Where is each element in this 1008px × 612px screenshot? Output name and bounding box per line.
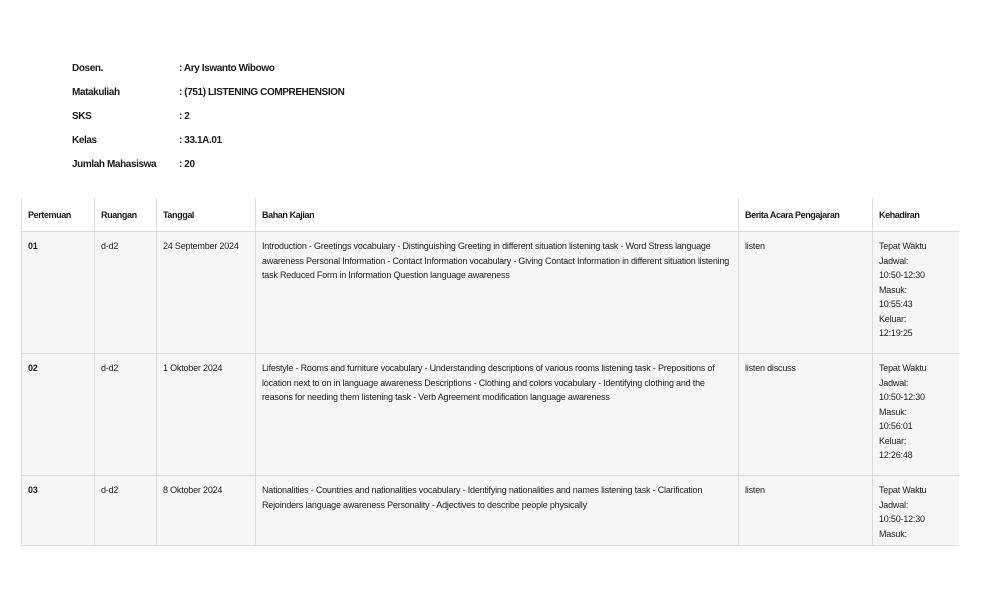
table-row <box>22 354 960 476</box>
header-tanggal: Tanggal <box>157 198 256 232</box>
header-kehadiran: Kehadiran <box>873 198 960 232</box>
matakuliah-label: Matakuliah <box>72 86 120 98</box>
cell-kehadiran <box>873 476 960 546</box>
kehadiran-masuk-label: Masuk: <box>879 284 907 295</box>
table-header-row <box>22 198 960 232</box>
kehadiran-jadwal-label: Jadwal: <box>879 377 909 388</box>
info-row-kelas <box>72 128 344 152</box>
header-pertemuan: Pertemuan <box>22 198 95 232</box>
kehadiran-jadwal-value: 10:50-12:30 <box>879 270 925 280</box>
cell-bahan-kajian: Lifestyle - Rooms and furniture vocabulary - Understanding descriptions of various rooms listening task - Prepositions of location next to on in language awareness Descriptions - Clothing and colors vocabulary - Identifying clothing and the reasons for needing them listening task - Verb Agreement modification language awareness <box>256 354 739 476</box>
matakuliah-value: : (751) LISTENING COMPREHENSION <box>179 86 345 98</box>
kehadiran-keluar-value: 12:19:25 <box>879 328 913 338</box>
table-row <box>22 476 960 546</box>
attendance-table-wrapper <box>21 198 959 550</box>
cell-pertemuan: 02 <box>22 354 95 476</box>
kehadiran-masuk-value: 10:55:43 <box>879 299 913 309</box>
cell-tanggal: 1 Oktober 2024 <box>157 354 256 476</box>
jumlah-label: Jumlah Mahasiswa <box>72 158 157 170</box>
course-info <box>72 56 344 176</box>
header-ruangan: Ruangan <box>95 198 157 232</box>
info-row-jumlah <box>72 152 344 176</box>
cell-berita-acara: listen <box>739 232 873 354</box>
attendance-table <box>21 198 959 546</box>
kehadiran-jadwal-value: 10:50-12:30 <box>879 392 925 402</box>
cell-berita-acara: listen <box>739 476 873 546</box>
cell-kehadiran <box>873 232 960 354</box>
cell-ruangan: d-d2 <box>95 354 157 476</box>
sks-value: : 2 <box>179 110 190 122</box>
kehadiran-keluar-value: 12:26:48 <box>879 450 913 460</box>
cell-tanggal: 24 September 2024 <box>157 232 256 354</box>
kehadiran-keluar-label: Keluar: <box>879 435 907 446</box>
cell-pertemuan: 01 <box>22 232 95 354</box>
kehadiran-jadwal-label: Jadwal: <box>879 499 909 510</box>
table-row <box>22 232 960 354</box>
header-bahan-kajian: Bahan Kajian <box>256 198 739 232</box>
header-berita-acara: Berita Acara Pengajaran <box>739 198 873 232</box>
cell-ruangan: d-d2 <box>95 476 157 546</box>
info-row-dosen <box>72 56 344 80</box>
cell-ruangan: d-d2 <box>95 232 157 354</box>
kehadiran-jadwal-label: Jadwal: <box>879 255 909 266</box>
cell-berita-acara: listen discuss <box>739 354 873 476</box>
kehadiran-masuk-value: 10:56:01 <box>879 421 913 431</box>
cell-bahan-kajian: Nationalities - Countries and nationalities vocabulary - Identifying nationalities and names listening task - Clarification Rejoinders language awareness Personality - Adjectives to describe people physically <box>256 476 739 546</box>
kelas-value: : 33.1A.01 <box>179 134 222 146</box>
dosen-value: : Ary Iswanto Wibowo <box>179 62 275 74</box>
dosen-label: Dosen. <box>72 62 103 74</box>
info-row-sks <box>72 104 344 128</box>
info-row-matakuliah <box>72 80 344 104</box>
cell-tanggal: 8 Oktober 2024 <box>157 476 256 546</box>
kehadiran-masuk-label: Masuk: <box>879 528 907 539</box>
kehadiran-status: Tepat Waktu <box>879 363 927 373</box>
cell-pertemuan: 03 <box>22 476 95 546</box>
cell-kehadiran <box>873 354 960 476</box>
kehadiran-jadwal-value: 10:50-12:30 <box>879 514 925 524</box>
kehadiran-status: Tepat Waktu <box>879 485 927 495</box>
sks-label: SKS <box>72 110 92 122</box>
cell-bahan-kajian: Introduction - Greetings vocabulary - Distinguishing Greeting in different situation listening task - Word Stress language awareness Personal Information - Contact Information vocabulary - Giving Contact Information in different situation listening task Reduced Form in Information Question language awareness <box>256 232 739 354</box>
kehadiran-keluar-label: Keluar: <box>879 313 907 324</box>
jumlah-value: : 20 <box>179 158 195 170</box>
kehadiran-masuk-label: Masuk: <box>879 406 907 417</box>
kelas-label: Kelas <box>72 134 97 146</box>
kehadiran-status: Tepat Waktu <box>879 241 927 251</box>
